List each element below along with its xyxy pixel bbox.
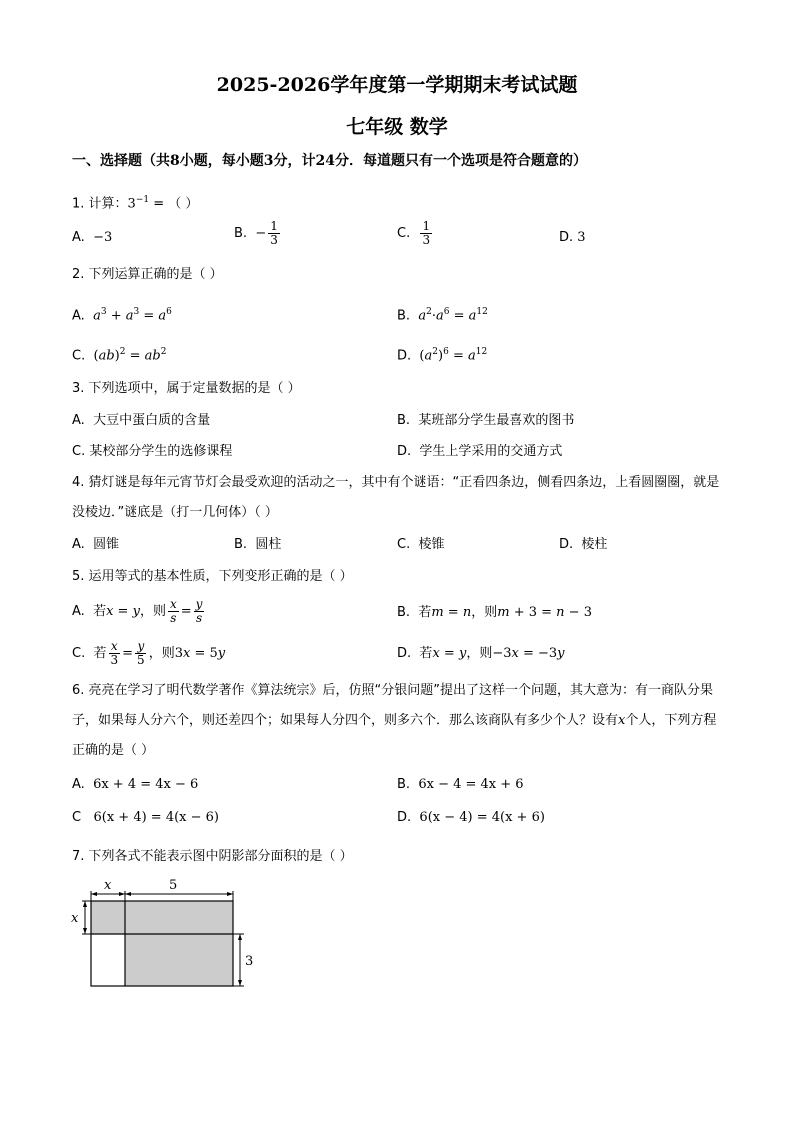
q1-option-d: D. 3: [559, 230, 586, 245]
question-6: 6. 亮亮在学习了明代数学著作《算法统宗》后，仿照“分银问题”提出了这样一个问题，其大意为：有一商队分果子，如果每人分六个，则还差四个；如果每人分四个，则多六个．那么该商队有多少个人？设有x个人，下列方程正确的是（ ）: [72, 683, 717, 758]
q3-option-a: A. 大豆中蛋白质的含量: [72, 413, 211, 428]
q4-option-b: B. 圆柱: [234, 537, 282, 552]
q1-c-fraction: $\frac{1}{3}$: [422, 219, 431, 247]
q5-option-a: A. 若x = y，则 $\frac{x}{s}$ = $\frac{y}{s}$: [72, 597, 203, 625]
q3-option-d: D. 学生上学采用的交通方式: [397, 444, 563, 459]
q1-b-fraction: $\frac{1}{3}$: [270, 219, 278, 247]
q4-option-d: D. 棱柱: [559, 537, 608, 552]
q5-option-b: B. 若m = n，则m + 3 = n − 3: [397, 605, 592, 620]
q2-option-d: D. $(a^2)^6 = a^{12}$: [397, 347, 488, 364]
q5-option-c: C. 若 $\frac{x}{3}$ = $\frac{y}{5}$ ，则3x = 5y: [72, 639, 226, 667]
q1-option-a: A. −3: [72, 230, 113, 245]
q2-option-b: B. $a^2\cdot a^6 = a^{12}$: [397, 307, 488, 324]
q2-option-a: A. $a^3 + a^3 = a^6$: [72, 307, 172, 324]
section-heading: 一、选择题（共8小题，每小题3分，计24分．每道题只有一个选项是符合题意的）: [72, 153, 587, 169]
q6-option-c: C 6(x + 4) = 4(x − 6): [72, 810, 219, 825]
question-4: 4. 猜灯谜是每年元宵节灯会最受欢迎的活动之一，其中有个谜语：“正看四条边，侧看四条边，上看圆圈圈，就是没棱边．”谜底是（打一几何体）（ ）: [72, 475, 720, 520]
shaded-large-rect: [125, 901, 233, 986]
q2-option-c: C. $(ab)^2 = ab^2$: [72, 347, 167, 364]
q5-option-d: D. 若x = y，则−3x = −3y: [397, 646, 565, 661]
q4-option-c: C. 棱锥: [397, 537, 445, 552]
q7-figure: [70, 875, 260, 993]
q3-option-c: C. 某校部分学生的选修课程: [72, 444, 233, 459]
q4-option-a: A. 圆锥: [72, 537, 120, 552]
question-1: [72, 190, 198, 214]
q6-option-d: D. 6(x − 4) = 4(x + 6): [397, 810, 545, 825]
q1-exponent: −1: [135, 195, 150, 205]
q1-option-b: B. − $\frac{1}{3}$: [234, 219, 278, 247]
q1-option-c: C. $\frac{1}{3}$: [397, 219, 431, 247]
q1-text: 1. 计算：: [72, 196, 128, 212]
q3-option-b: B. 某班部分学生最喜欢的图书: [397, 413, 575, 428]
label-5: 5: [169, 878, 178, 893]
exam-subtitle: 七年级 数学: [346, 116, 448, 138]
q1-tail: = （ ）: [149, 196, 199, 212]
label-x-top: x: [104, 878, 112, 893]
label-3: 3: [245, 954, 254, 969]
question-3: 3. 下列选项中，属于定量数据的是（ ）: [72, 381, 301, 396]
exam-title: 2025-2026学年度第一学期期末考试试题: [216, 74, 578, 96]
shaded-small-square: [91, 901, 125, 934]
question-7: 7. 下列各式不能表示图中阴影部分面积的是（ ）: [72, 849, 353, 864]
label-x-left: x: [71, 911, 79, 926]
question-5: 5. 运用等式的基本性质，下列变形正确的是（ ）: [72, 569, 353, 584]
q6-option-b: B. 6x − 4 = 4x + 6: [397, 777, 524, 792]
q1-base: 3: [127, 196, 136, 212]
q6-option-a: A. 6x + 4 = 4x − 6: [72, 777, 199, 792]
question-2: 2. 下列运算正确的是（ ）: [72, 267, 223, 282]
